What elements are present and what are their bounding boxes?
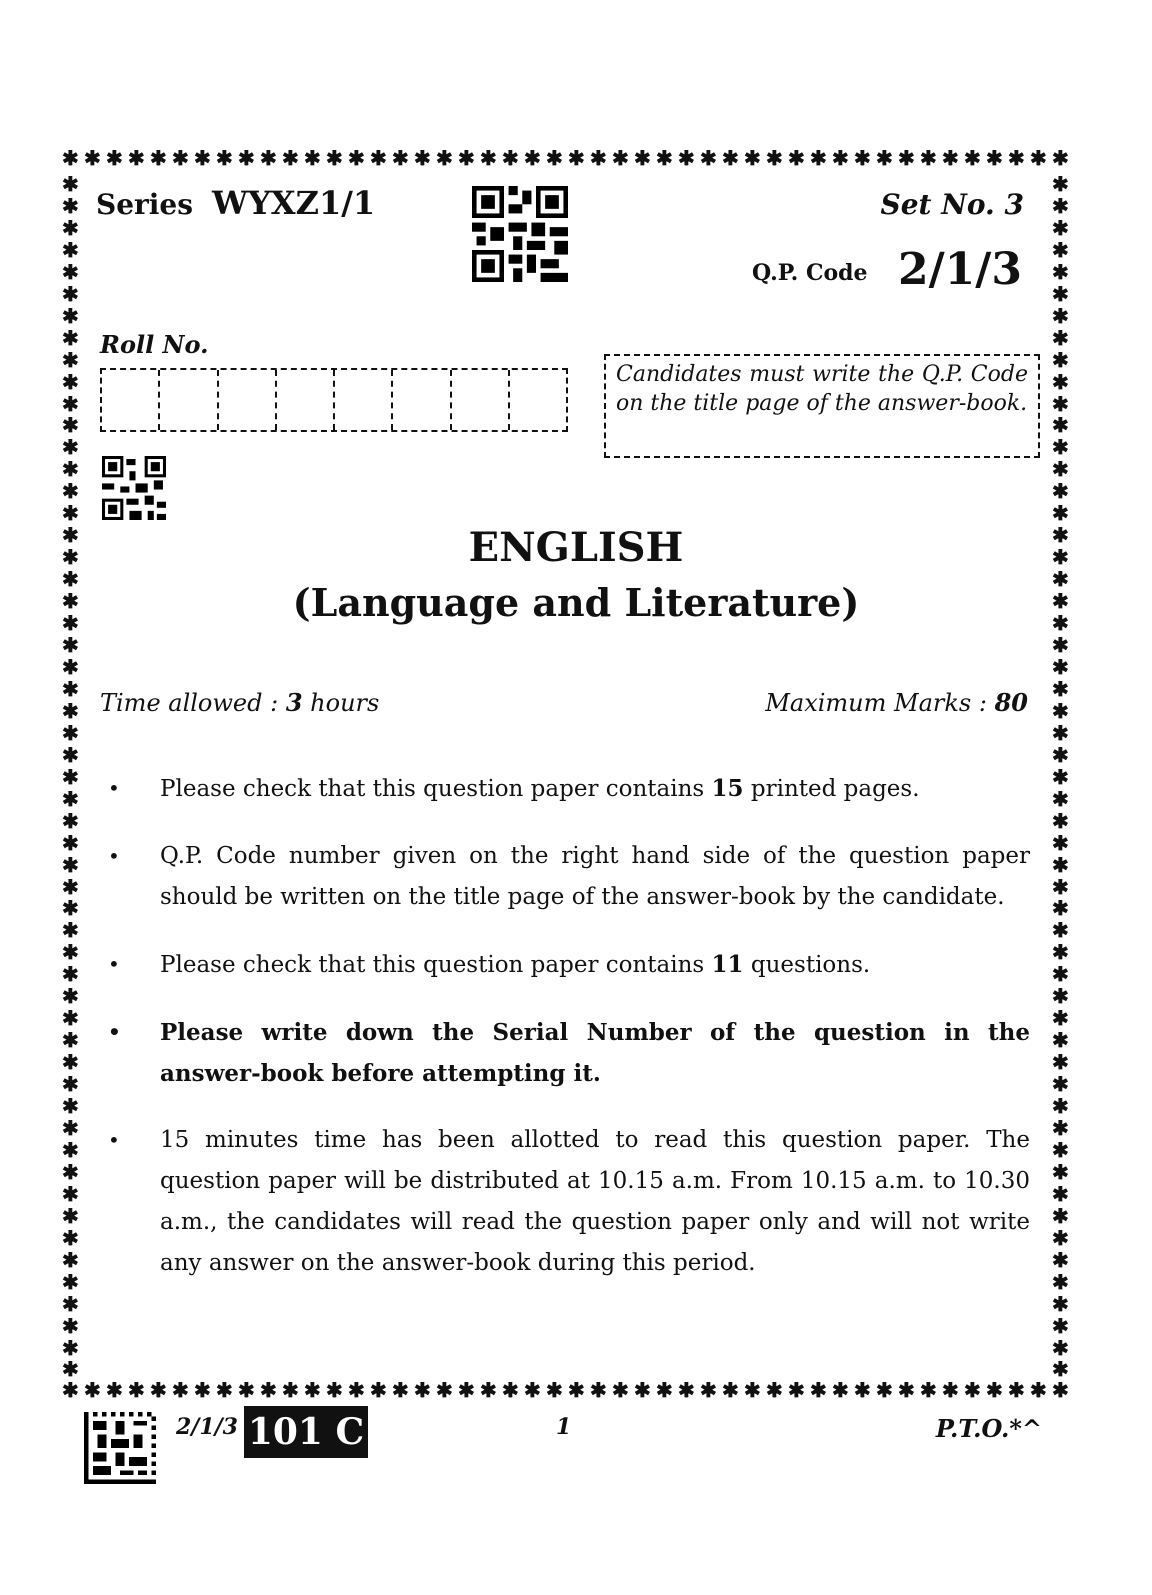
border-star-icon: ✱	[216, 1378, 233, 1402]
bullet-icon: •	[108, 1128, 120, 1152]
border-star-icon: ✱	[788, 146, 805, 170]
border-star-icon: ✱	[920, 1378, 937, 1402]
border-star-icon: ✱	[62, 457, 79, 482]
border-star-icon: ✱	[1052, 1291, 1069, 1316]
border-star-icon: ✱	[1030, 1378, 1047, 1402]
border-left	[62, 172, 79, 1382]
border-star-icon: ✱	[810, 1378, 827, 1402]
border-star-icon: ✱	[766, 1378, 783, 1402]
border-star-icon: ✱	[1052, 281, 1069, 306]
border-star-icon: ✱	[128, 1378, 145, 1402]
border-star-icon: ✱	[62, 237, 79, 262]
instructions-list	[108, 768, 1030, 1310]
border-star-icon: ✱	[62, 1225, 79, 1250]
border-star-icon: ✱	[1052, 567, 1069, 592]
border-star-icon: ✱	[1052, 413, 1069, 438]
border-star-icon: ✱	[348, 146, 365, 170]
border-star-icon: ✱	[238, 146, 255, 170]
border-star-icon: ✱	[1052, 808, 1069, 833]
border-star-icon: ✱	[62, 259, 79, 284]
roll-number-digit-box	[333, 370, 391, 430]
border-star-icon: ✱	[62, 435, 79, 460]
border-star-icon: ✱	[1052, 1006, 1069, 1031]
maximum-marks-label: Maximum Marks :	[765, 689, 995, 717]
border-star-icon: ✱	[876, 146, 893, 170]
subject-subtitle: (Language and Literature)	[292, 580, 860, 625]
border-star-icon: ✱	[62, 786, 79, 811]
border-star-icon: ✱	[546, 146, 563, 170]
border-star-icon: ✱	[238, 1378, 255, 1402]
border-star-icon: ✱	[106, 146, 123, 170]
border-star-icon: ✱	[1052, 303, 1069, 328]
roll-number-boxes	[100, 368, 568, 432]
border-star-icon: ✱	[1052, 1203, 1069, 1228]
roll-number-digit-box	[391, 370, 449, 430]
time-allowed-unit: hours	[302, 689, 380, 717]
border-star-icon: ✱	[700, 1378, 717, 1402]
border-star-icon: ✱	[260, 1378, 277, 1402]
maximum-marks-value: 80	[994, 688, 1028, 717]
border-star-icon: ✱	[612, 1378, 629, 1402]
border-star-icon: ✱	[62, 391, 79, 416]
border-star-icon: ✱	[1052, 457, 1069, 482]
border-star-icon: ✱	[1052, 172, 1069, 196]
border-star-icon: ✱	[1052, 1050, 1069, 1075]
border-star-icon: ✱	[84, 1378, 101, 1402]
roll-number-digit-box	[102, 370, 158, 430]
time-allowed	[100, 688, 379, 717]
border-star-icon: ✱	[1052, 391, 1069, 416]
border-star-icon: ✱	[524, 1378, 541, 1402]
border-star-icon: ✱	[986, 146, 1003, 170]
border-star-icon: ✱	[634, 146, 651, 170]
border-star-icon: ✱	[1052, 1115, 1069, 1140]
border-star-icon: ✱	[260, 146, 277, 170]
time-allowed-label: Time allowed :	[100, 689, 286, 717]
border-star-icon: ✱	[502, 1378, 519, 1402]
border-star-icon: ✱	[1052, 1094, 1069, 1119]
border-star-icon: ✱	[1030, 146, 1047, 170]
border-star-icon: ✱	[1052, 1247, 1069, 1272]
border-star-icon: ✱	[436, 146, 453, 170]
border-star-icon: ✱	[62, 1050, 79, 1075]
border-star-icon: ✱	[326, 146, 343, 170]
border-star-icon: ✱	[876, 1378, 893, 1402]
border-star-icon: ✱	[1052, 874, 1069, 899]
border-star-icon: ✱	[62, 1378, 79, 1402]
border-star-icon: ✱	[1052, 984, 1069, 1009]
border-star-icon: ✱	[62, 654, 79, 679]
border-star-icon: ✱	[282, 1378, 299, 1402]
border-star-icon: ✱	[436, 1378, 453, 1402]
border-star-icon: ✱	[1052, 698, 1069, 723]
border-star-icon: ✱	[414, 146, 431, 170]
border-star-icon: ✱	[150, 146, 167, 170]
border-star-icon: ✱	[106, 1378, 123, 1402]
border-star-icon: ✱	[722, 1378, 739, 1402]
border-star-icon: ✱	[480, 1378, 497, 1402]
border-star-icon: ✱	[568, 146, 585, 170]
border-star-icon: ✱	[62, 1094, 79, 1119]
border-star-icon: ✱	[656, 146, 673, 170]
border-star-icon: ✱	[1052, 830, 1069, 855]
border-star-icon: ✱	[62, 479, 79, 504]
roll-number-label: Roll No.	[100, 330, 209, 359]
datamatrix-code-icon	[84, 1412, 156, 1484]
border-star-icon: ✱	[656, 1378, 673, 1402]
border-star-icon: ✱	[1052, 1313, 1069, 1338]
bullet-icon: •	[108, 952, 120, 976]
border-star-icon: ✱	[1052, 962, 1069, 987]
border-star-icon: ✱	[1052, 896, 1069, 921]
border-star-icon: ✱	[62, 852, 79, 877]
border-star-icon: ✱	[1052, 852, 1069, 877]
border-star-icon: ✱	[62, 325, 79, 350]
border-star-icon: ✱	[832, 146, 849, 170]
border-star-icon: ✱	[590, 146, 607, 170]
border-star-icon: ✱	[854, 146, 871, 170]
border-star-icon: ✱	[62, 567, 79, 592]
border-star-icon: ✱	[62, 896, 79, 921]
border-star-icon: ✱	[744, 1378, 761, 1402]
border-star-icon: ✱	[1052, 215, 1069, 240]
qp-code-notice: Candidates must write the Q.P. Code on the title page of the answer-book.	[604, 354, 1040, 458]
border-star-icon: ✱	[128, 146, 145, 170]
border-star-icon: ✱	[898, 1378, 915, 1402]
border-star-icon: ✱	[1008, 1378, 1025, 1402]
border-star-icon: ✱	[392, 1378, 409, 1402]
border-star-icon: ✱	[62, 215, 79, 240]
border-star-icon: ✱	[62, 146, 79, 170]
border-star-icon: ✱	[62, 347, 79, 372]
border-star-icon: ✱	[942, 1378, 959, 1402]
border-star-icon: ✱	[304, 1378, 321, 1402]
border-star-icon: ✱	[414, 1378, 431, 1402]
border-star-icon: ✱	[898, 146, 915, 170]
border-star-icon: ✱	[524, 146, 541, 170]
border-star-icon: ✱	[62, 611, 79, 636]
border-star-icon: ✱	[986, 1378, 1003, 1402]
border-star-icon: ✱	[370, 146, 387, 170]
border-star-icon: ✱	[1052, 654, 1069, 679]
border-star-icon: ✱	[194, 1378, 211, 1402]
border-star-icon: ✱	[62, 720, 79, 745]
border-star-icon: ✱	[62, 172, 79, 196]
border-star-icon: ✱	[458, 146, 475, 170]
border-star-icon: ✱	[282, 146, 299, 170]
border-star-icon: ✱	[920, 146, 937, 170]
border-star-icon: ✱	[854, 1378, 871, 1402]
bullet-icon: •	[108, 1020, 121, 1044]
roll-number-digit-box	[508, 370, 566, 430]
border-star-icon: ✱	[1052, 435, 1069, 460]
border-star-icon: ✱	[1052, 325, 1069, 350]
border-star-icon: ✱	[1052, 764, 1069, 789]
border-star-icon: ✱	[62, 874, 79, 899]
series-code: WYXZ1/1	[212, 184, 376, 222]
border-star-icon: ✱	[964, 1378, 981, 1402]
border-star-icon: ✱	[634, 1378, 651, 1402]
border-star-icon: ✱	[1008, 146, 1025, 170]
series-label: Series	[96, 188, 194, 221]
border-star-icon: ✱	[1052, 523, 1069, 548]
roll-number-digit-box	[275, 370, 333, 430]
roll-number-digit-box	[450, 370, 508, 430]
border-star-icon: ✱	[700, 146, 717, 170]
border-star-icon: ✱	[1052, 1072, 1069, 1097]
border-star-icon: ✱	[62, 830, 79, 855]
border-star-icon: ✱	[62, 633, 79, 658]
border-star-icon: ✱	[348, 1378, 365, 1402]
border-star-icon: ✱	[942, 146, 959, 170]
border-star-icon: ✱	[1052, 347, 1069, 372]
border-star-icon: ✱	[1052, 589, 1069, 614]
border-star-icon: ✱	[832, 1378, 849, 1402]
border-star-icon: ✱	[1052, 1378, 1069, 1402]
border-star-icon: ✱	[62, 369, 79, 394]
border-star-icon: ✱	[502, 146, 519, 170]
border-star-icon: ✱	[1052, 1181, 1069, 1206]
border-star-icon: ✱	[1052, 1269, 1069, 1294]
border-star-icon: ✱	[678, 1378, 695, 1402]
border-star-icon: ✱	[62, 1072, 79, 1097]
border-star-icon: ✱	[722, 146, 739, 170]
qp-code: 2/1/3	[898, 244, 1022, 295]
border-star-icon: ✱	[964, 146, 981, 170]
subject-title: ENGLISH	[468, 524, 684, 571]
border-star-icon: ✱	[1052, 720, 1069, 745]
border-star-icon: ✱	[62, 1357, 79, 1382]
border-star-icon: ✱	[810, 146, 827, 170]
bullet-icon: •	[108, 844, 120, 868]
border-star-icon: ✱	[1052, 1137, 1069, 1162]
border-star-icon: ✱	[1052, 633, 1069, 658]
border-star-icon: ✱	[150, 1378, 167, 1402]
maximum-marks	[765, 688, 1028, 717]
border-star-icon: ✱	[172, 1378, 189, 1402]
border-bottom	[62, 1378, 1069, 1402]
border-star-icon: ✱	[62, 742, 79, 767]
page-number: 1	[556, 1414, 572, 1440]
instruction-item: • 15 minutes time has been allotted to read this question paper. The question paper will be distributed at 10.15 a.m. From 10.15 a.m. to 10.30 a.m., the candidates will read the question paper only and will not write any answer on the answer-book during this period.	[108, 1120, 1030, 1284]
border-star-icon: ✱	[590, 1378, 607, 1402]
border-star-icon: ✱	[568, 1378, 585, 1402]
border-star-icon: ✱	[62, 764, 79, 789]
border-star-icon: ✱	[62, 281, 79, 306]
pto-label: P.T.O.*^	[935, 1414, 1042, 1443]
border-star-icon: ✱	[194, 146, 211, 170]
border-star-icon: ✱	[744, 146, 761, 170]
instruction-item: • Please write down the Serial Number of the question in the answer-book before attempting it.	[108, 1012, 1030, 1094]
border-star-icon: ✱	[172, 146, 189, 170]
border-star-icon: ✱	[1052, 545, 1069, 570]
border-star-icon: ✱	[62, 1203, 79, 1228]
border-star-icon: ✱	[678, 146, 695, 170]
footer-code-box: 101 C	[244, 1406, 368, 1458]
border-star-icon: ✱	[62, 918, 79, 943]
border-star-icon: ✱	[62, 962, 79, 987]
border-star-icon: ✱	[62, 1028, 79, 1053]
border-star-icon: ✱	[62, 589, 79, 614]
border-star-icon: ✱	[62, 501, 79, 526]
instruction-item: • Q.P. Code number given on the right hand side of the question paper should be written on the title page of the answer-book by the candidate.	[108, 836, 1030, 918]
border-star-icon: ✱	[392, 146, 409, 170]
border-star-icon: ✱	[1052, 501, 1069, 526]
border-star-icon: ✱	[1052, 918, 1069, 943]
roll-number-digit-box	[217, 370, 275, 430]
border-star-icon: ✱	[612, 146, 629, 170]
border-star-icon: ✱	[62, 413, 79, 438]
border-star-icon: ✱	[1052, 479, 1069, 504]
border-star-icon: ✱	[62, 940, 79, 965]
footer-qp-code: 2/1/3	[176, 1414, 238, 1440]
border-star-icon: ✱	[370, 1378, 387, 1402]
time-allowed-value: 3	[285, 688, 303, 717]
border-star-icon: ✱	[62, 1159, 79, 1184]
qr-code-icon	[102, 456, 166, 520]
border-star-icon: ✱	[480, 146, 497, 170]
border-star-icon: ✱	[62, 1006, 79, 1031]
border-star-icon: ✱	[1052, 146, 1069, 170]
border-star-icon: ✱	[1052, 786, 1069, 811]
border-star-icon: ✱	[1052, 369, 1069, 394]
instruction-item: • Please check that this question paper contains 11 questions.	[108, 944, 1030, 986]
border-star-icon: ✱	[62, 1137, 79, 1162]
border-star-icon: ✱	[62, 984, 79, 1009]
qr-code-icon	[472, 186, 568, 282]
border-star-icon: ✱	[216, 146, 233, 170]
border-star-icon: ✱	[62, 303, 79, 328]
border-star-icon: ✱	[1052, 1028, 1069, 1053]
border-star-icon: ✱	[1052, 1357, 1069, 1382]
border-star-icon: ✱	[1052, 676, 1069, 701]
border-star-icon: ✱	[766, 146, 783, 170]
border-top	[62, 146, 1069, 170]
border-star-icon: ✱	[62, 193, 79, 218]
border-star-icon: ✱	[62, 1247, 79, 1272]
border-star-icon: ✱	[546, 1378, 563, 1402]
bullet-icon: •	[108, 776, 120, 800]
border-star-icon: ✱	[1052, 237, 1069, 262]
border-star-icon: ✱	[326, 1378, 343, 1402]
border-star-icon: ✱	[62, 698, 79, 723]
border-star-icon: ✱	[62, 676, 79, 701]
border-right	[1052, 172, 1069, 1382]
border-star-icon: ✱	[1052, 611, 1069, 636]
border-star-icon: ✱	[1052, 1225, 1069, 1250]
border-star-icon: ✱	[62, 523, 79, 548]
border-star-icon: ✱	[1052, 742, 1069, 767]
border-star-icon: ✱	[62, 1181, 79, 1206]
border-star-icon: ✱	[62, 808, 79, 833]
border-star-icon: ✱	[84, 146, 101, 170]
qp-code-label: Q.P. Code	[752, 260, 868, 286]
border-star-icon: ✱	[1052, 1159, 1069, 1184]
border-star-icon: ✱	[304, 146, 321, 170]
border-star-icon: ✱	[458, 1378, 475, 1402]
border-star-icon: ✱	[1052, 259, 1069, 284]
border-star-icon: ✱	[62, 1313, 79, 1338]
border-star-icon: ✱	[788, 1378, 805, 1402]
border-star-icon: ✱	[62, 1269, 79, 1294]
set-number: Set No. 3	[880, 188, 1024, 221]
border-star-icon: ✱	[62, 1291, 79, 1316]
border-star-icon: ✱	[62, 1115, 79, 1140]
border-star-icon: ✱	[1052, 1335, 1069, 1360]
border-star-icon: ✱	[1052, 193, 1069, 218]
roll-number-digit-box	[158, 370, 216, 430]
instruction-item: • Please check that this question paper contains 15 printed pages.	[108, 768, 1030, 810]
border-star-icon: ✱	[62, 545, 79, 570]
border-star-icon: ✱	[1052, 940, 1069, 965]
border-star-icon: ✱	[62, 1335, 79, 1360]
